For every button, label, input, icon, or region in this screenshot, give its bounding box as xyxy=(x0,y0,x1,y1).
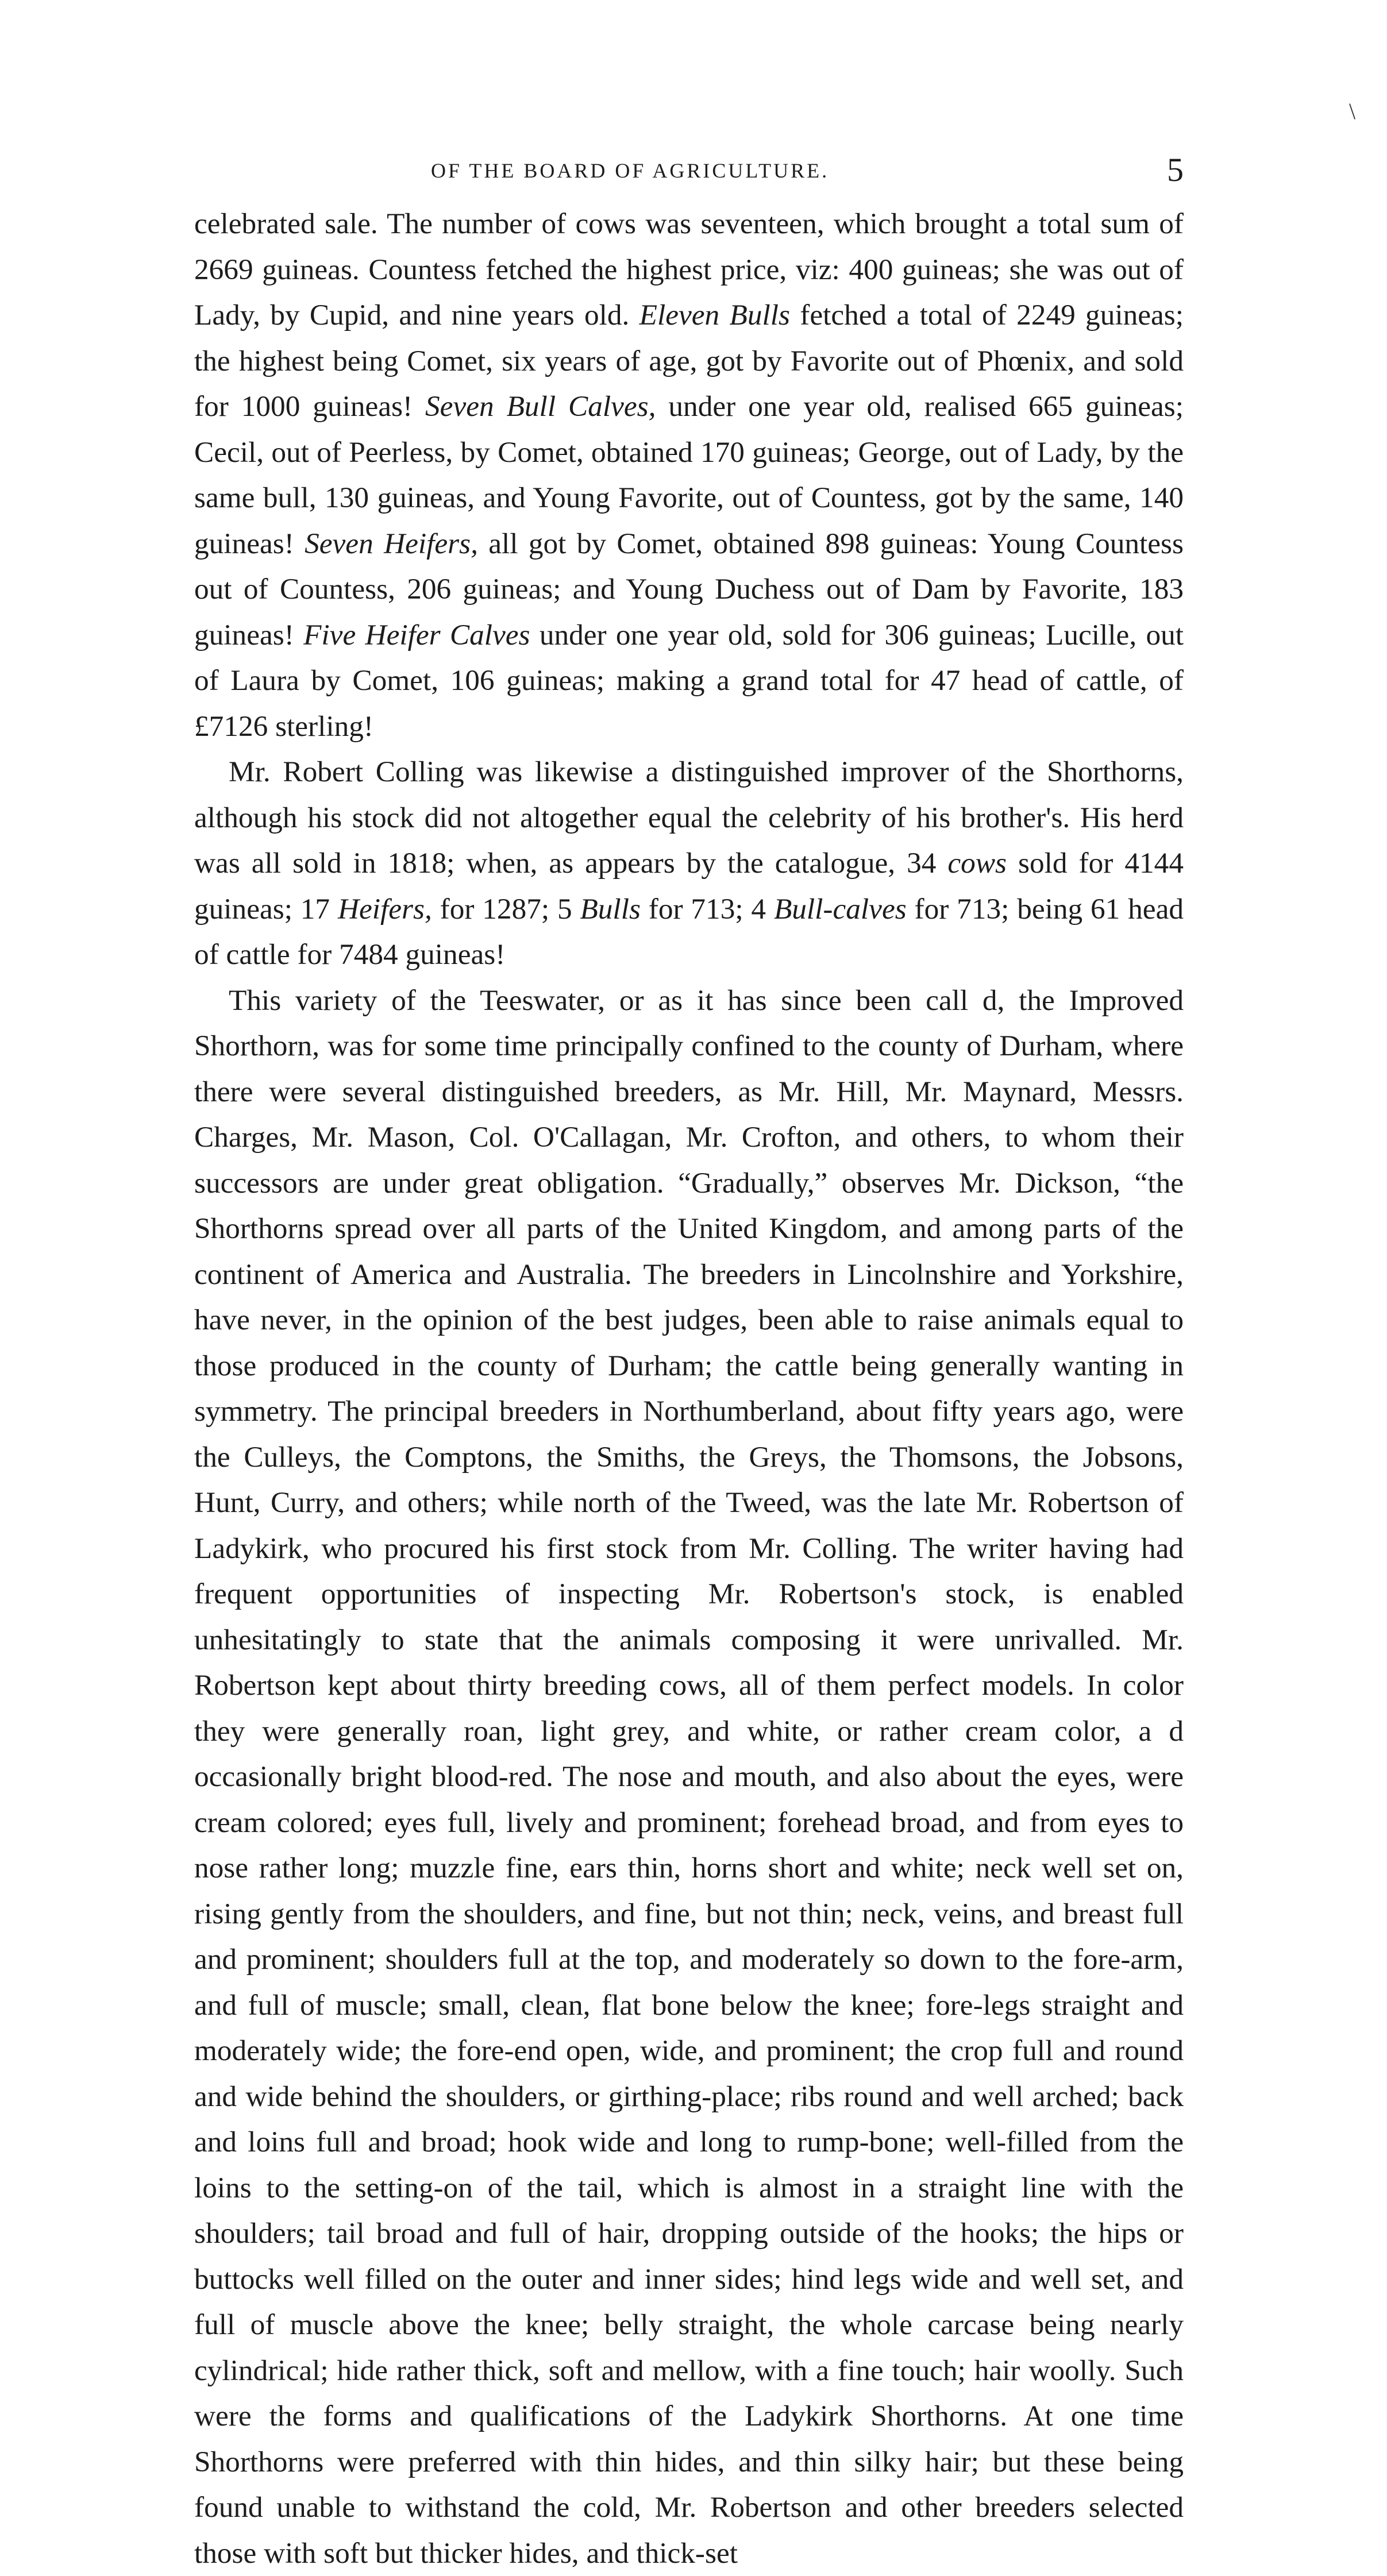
text-run: fetched a total of 2249 guineas; the highest being Comet, six years of age, got by Favorite out of Phœnix, and sold for 1000 guineas! xyxy=(194,299,1184,423)
paragraph xyxy=(194,978,1184,2576)
italic-text: Five Heifer Calves xyxy=(303,619,530,651)
text-run: celebrated sale. The number of cows was seventeen, which brought a total sum of 2669 guineas. Countess fetched the highest price, viz: 400 guineas; she was out of Lady, by Cupid, and nine years old. xyxy=(194,207,1184,331)
corner-mark: \ xyxy=(1349,98,1355,125)
text-run: all got by Comet, obtained 898 guineas: Young Countess out of Countess, 206 guineas; and Young Duchess out of Dam by Favorite, 183 guineas! xyxy=(194,527,1184,651)
italic-text: Bulls xyxy=(580,893,640,925)
text-run: This variety of the Teeswater, or as it has since been call d, the Improved Shorthorn, was for some time principally confined to the county of Durham, where there were several distinguished breeders, as Mr. Hill, Mr. Maynard, Messrs. Charges, Mr. Mason, Col. O'Callagan, Mr. Crofton, and others, to whom their successors are under great obligation. “Gradually,” observes Mr. Dickson, “the Shorthorns spread over all parts of the United Kingdom, and among parts of the continent of America and Australia. The breeders in Lincolnshire and Yorkshire, have never, in the opinion of the best judges, been able to raise animals equal to those produced in the county of Durham; the cattle being generally wanting in symmetry. The principal breeders in Northumberland, about fifty years ago, were the Culleys, the Comptons, the Smiths, the Greys, the Thomsons, the Jobsons, Hunt, Curry, and others; while north of the Tweed, was the late Mr. Robertson of Ladykirk, who procured his first stock from Mr. Colling. The writer having had frequent opportunities of inspecting Mr. Robertson's stock, is enabled unhesitatingly to state that the animals composing it were unrivalled. Mr. Robertson kept about thirty breeding cows, all of them perfect models. In color they were generally roan, light grey, and white, or rather cream color, a d occasionally bright blood-red. The nose and mouth, and also about the eyes, were cream colored; eyes full, lively and prominent; forehead broad, and from eyes to nose rather long; muzzle fine, ears thin, horns short and white; neck well set on, rising gently from the shoulders, and fine, but not thin; neck, veins, and breast full and prominent; shoulders full at the top, and moderately so down to the fore-arm, and full of muscle; small, clean, flat bone below the knee; fore-legs straight and moderately wide; the fore-end open, wide, and prominent; the crop full and round and wide behind the shoulders, or girthing-place; ribs round and well arched; back and loins full and broad; hook wide and long to rump-bone; well-filled from the loins to the setting-on of the tail, which is almost in a straight line with the shoulders; tail broad and full of hair, dropping outside of the hooks; the hips or buttocks well filled on the outer and inner sides; hind legs wide and well set, and full of muscle above the knee; belly straight, the whole carcase being nearly cylindrical; hide rather thick, soft and mellow, with a fine touch; hair woolly. Such were the forms and qualifications of the Ladykirk Shorthorns. At one time Shorthorns were preferred with thin hides, and thin silky hair; but these being found unable to withstand the cold, Mr. Robertson and other breeders selected those with soft but thicker hides, and thick-set xyxy=(194,984,1184,2570)
italic-text: Seven Bull Calves, xyxy=(425,390,656,423)
paragraph xyxy=(194,201,1184,749)
body-text xyxy=(194,201,1184,2576)
page-number: 5 xyxy=(1167,151,1184,189)
text-run: for 1287; 5 xyxy=(432,893,580,925)
text-run: Mr. Robert Colling was likewise a distinguished improver of the Shorthorns, although his stock did not altogether equal the celebrity of his brother's. His herd was all sold in 1818; when, as appears by the catalogue, 34 xyxy=(194,755,1184,880)
italic-text: Seven Heifers, xyxy=(305,527,478,560)
text-run: under one year old, sold for 306 guineas; Lucille, out of Laura by Comet, 106 guineas; making a grand total for 47 head of cattle, of £7126 sterling! xyxy=(194,619,1184,743)
italic-text: Bull-calves xyxy=(774,893,907,925)
text-run: for 713; 4 xyxy=(641,893,774,925)
italic-text: Eleven Bulls xyxy=(639,299,790,331)
running-head: OF THE BOARD OF AGRICULTURE. xyxy=(431,159,829,183)
text-run: under one year old, realised 665 guineas; Cecil, out of Peerless, by Comet, obtained 170 guineas; George, out of Lady, by the same bull, 130 guineas, and Young Favorite, out of Countess, got by the same, 140 guineas! xyxy=(194,390,1184,560)
paragraph xyxy=(194,749,1184,978)
italic-text: cows xyxy=(947,847,1007,880)
italic-text: Heifers, xyxy=(338,893,432,925)
page-header xyxy=(195,154,1184,194)
text-run: sold for 4144 guineas; 17 xyxy=(194,847,1184,925)
text-run: for 713; being 61 head of cattle for 7484 guineas! xyxy=(194,893,1184,971)
